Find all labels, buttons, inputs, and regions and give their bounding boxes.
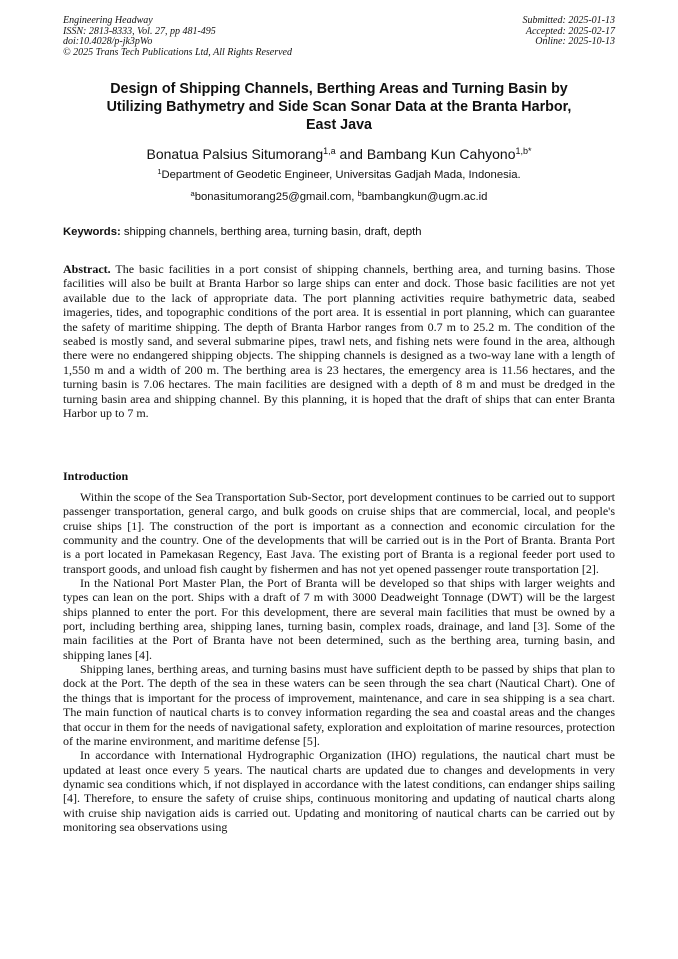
paragraph: In accordance with International Hydrographic Organization (IHO) regulations, the nautical chart must be updated at least once every 5 years. The nautical charts are updated due to changes and developments in very dynamic sea conditions which, if not displayed in accordance with the latest conditions, can endanger ships sailing [4]. Therefore, to ensure the safety of cruise ships, continuous monitoring and updating of nautical charts along with cruise ship navigation aids is carried out. Updating and monitoring of nautical charts can be carried out by monitoring sea observations using: [63, 748, 615, 834]
author-name: Bambang Kun Cahyono: [366, 146, 516, 162]
journal-name: Engineering Headway: [63, 15, 153, 26]
submitted-date: Submitted: 2025-01-13: [522, 15, 615, 26]
introduction-body: [63, 490, 615, 834]
title-line: Design of Shipping Channels, Berthing Areas and Turning Basin by: [110, 81, 568, 97]
author-emails: [63, 190, 615, 204]
publication-info: [63, 16, 292, 58]
copyright: © 2025 Trans Tech Publications Ltd, All Rights Reserved: [63, 46, 292, 58]
paper-title: [63, 80, 615, 134]
affiliation: [63, 168, 615, 182]
abstract-text: The basic facilities in a port consist of shipping channels, berthing area, and turning basins. Those facilities will also be built at Branta Harbor so large ships can enter and dock. Those basic facilities are not yet available due to the lack of appropriate data. The port planning activities require bathymetric data, seabed imageries, tides, and topographic conditions of the port area. It is essential in port planning, which can guarantee the safety of maritime shipping. The depth of Branta Harbor ranges from 0.7 m to 25.2 m. The condition of the seabed is mostly sand, and several submarine pipes, trawl nets, and fishing nets were found in the area, although there were no endangered shipping objects. The shipping channels is designed as a two-way lane with a length of 1,550 m and a width of 200 m. The berthing area is 23 hectares, the emergency area is 11.56 hectares, and the turning basin is 7.06 hectares. The main facilities are designed with a depth of 8 m and must be dredged in the turning basin area and shipping channel. By this planning, it is hoped that the draft of ships that can enter Branta Harbor up to 7 m.: [63, 262, 615, 421]
title-line: East Java: [306, 117, 372, 133]
author-list: [63, 146, 615, 163]
affiliation-superscript: 1: [157, 167, 162, 176]
publication-dates: [523, 16, 616, 48]
paragraph: Within the scope of the Sea Transportation Sub-Sector, port development continues to be carried out to support passenger transportation, general cargo, and bulk goods on cruise ships that are commercial, local, and people's cruise ships [1]. The construction of the port is important as a connection and economic circulation for the community and the country. One of the developments that will be carried out is in the Port of Branta. Branta Port is a port located in Pamekasan Regency, East Java. The existing port of Branta is a regional feeder port used to transport goods, and unload fish caught by fishermen and has not yet opened passenger route transportation [2].: [63, 490, 615, 576]
issn-volume: ISSN: 2813-8333, Vol. 27, pp 481-495: [63, 25, 216, 37]
author-conjunction: and: [335, 146, 367, 162]
keywords-text: shipping channels, berthing area, turning basin, draft, depth: [120, 226, 422, 238]
keywords-label: Keywords:: [63, 226, 121, 238]
paragraph: Shipping lanes, berthing areas, and turning basins must have sufficient depth to be passed by ships that plan to dock at the Port. The depth of the sea in these waters can be seen through the sea chart (Nautical Chart). One of the things that is important for the process of improvement, maintenance, and care in sea shipping is a sea chart. The main function of nautical charts is to convey information regarding the sea and coastal areas and the changes that occur in them for the needs of navigational safety, exploration and exploitation of marine resources, protection of the marine environment, and maritime defense [5].: [63, 662, 615, 748]
online-date: Online: 2025-10-13: [535, 36, 615, 48]
author-superscript: 1,b*: [515, 146, 532, 156]
abstract-label: Abstract.: [63, 262, 111, 276]
author-superscript: 1,a: [323, 146, 336, 156]
section-heading-introduction: Introduction: [63, 469, 129, 483]
accepted-date: Accepted: 2025-02-17: [525, 25, 615, 37]
abstract: [63, 262, 615, 420]
author-name: Bonatua Palsius Situmorang: [146, 146, 324, 162]
keywords: [63, 225, 615, 239]
affiliation-text: Department of Geodetic Engineer, Universitas Gadjah Mada, Indonesia.: [161, 169, 521, 181]
title-line: Utilizing Bathymetry and Side Scan Sonar Data at the Branta Harbor,: [106, 99, 572, 115]
email-link[interactable]: bonasitumorang25@gmail.com,: [194, 191, 358, 203]
email-link[interactable]: bambangkun@ugm.ac.id: [361, 191, 488, 203]
email-superscript: b: [357, 189, 362, 198]
doi: doi:10.4028/p-jk3pWo: [63, 36, 153, 48]
paragraph: In the National Port Master Plan, the Port of Branta will be developed so that ships with larger weights and types can lean on the port. Ships with a draft of 7 m with 3000 Deadweight Tonnage (DWT) will be the largest ships planned to enter the port. For this development, there are several main facilities that must be owned by a port, including berthing area, shipping lanes, turning basin, complex roads, drainage, and land [3]. Some of the main facilities at the Port of Branta have not been determined, such as the berthing area, turning basin, and shipping lanes [4].: [63, 576, 615, 662]
email-superscript: a: [190, 189, 195, 198]
